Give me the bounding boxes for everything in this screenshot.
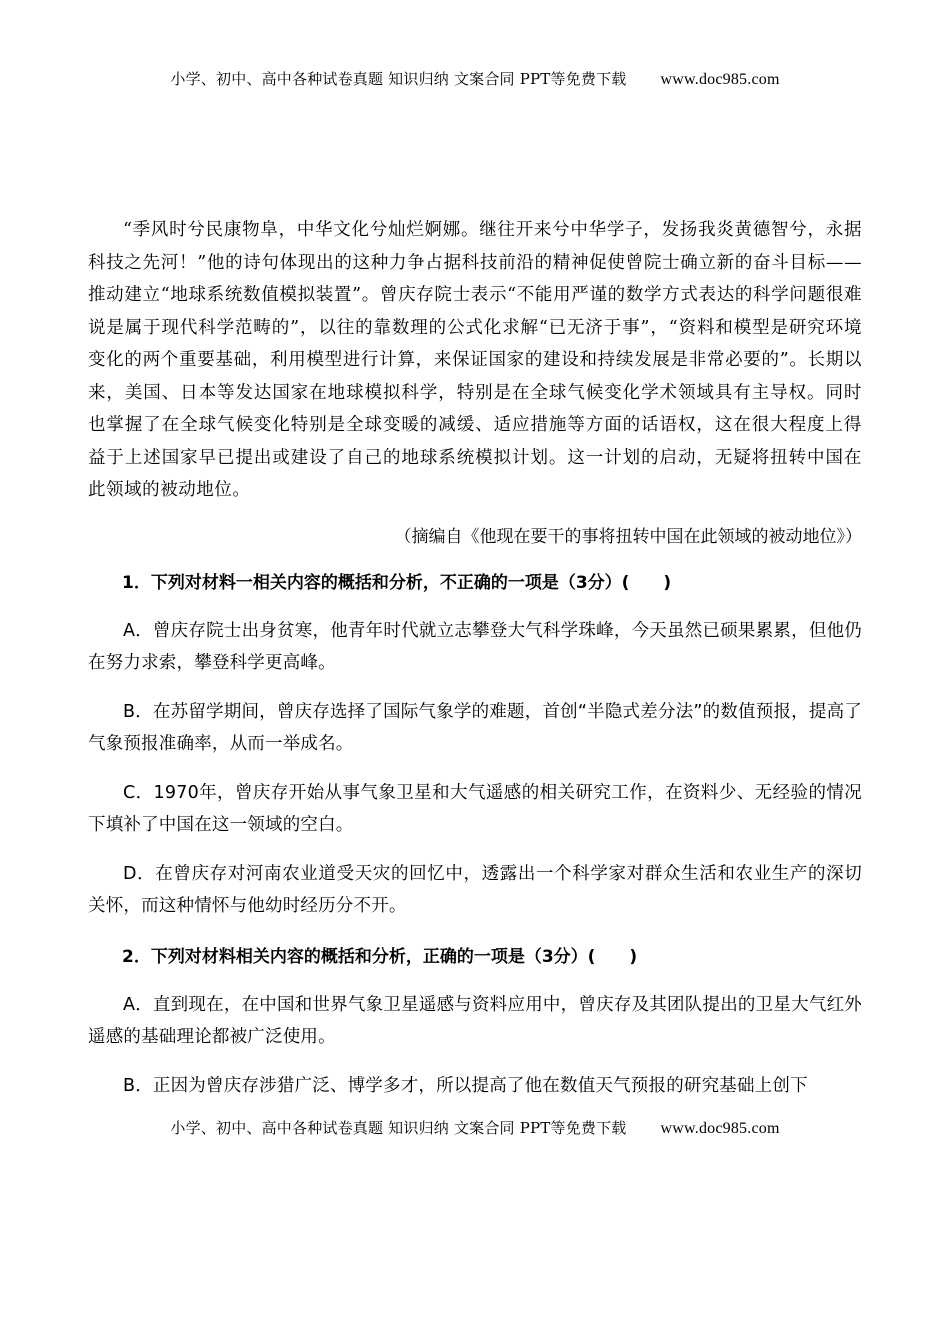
question-1-option-b: B．在苏留学期间，曾庆存选择了国际气象学的难题，首创“半隐式差分法”的数值预报，提高了气象预报准确率，从而一举成名。	[88, 701, 862, 754]
question-1-stem: 1．下列对材料一相关内容的概括和分析，不正确的一项是（3分）( )	[122, 572, 672, 593]
question-2-stem: 2．下列对材料相关内容的概括和分析，正确的一项是（3分）( )	[122, 946, 638, 967]
header-url-link[interactable]: www.doc985.com	[660, 71, 780, 88]
question-2-option-b: B．正因为曾庆存涉猎广泛、博学多才，所以提高了他在数值天气预报的研究基础上创下	[123, 1075, 808, 1096]
question-2-option-a: A．直到现在，在中国和世界气象卫星遥感与资料应用中，曾庆存及其团队提出的卫星大气红外遥感的基础理论都被广泛使用。	[88, 994, 862, 1047]
question-1-option-a: A．曾庆存院士出身贫寒，他青年时代就立志攀登大气科学珠峰，今天虽然已硕果累累，但他仍在努力求索，攀登科学更高峰。	[88, 620, 862, 673]
passage-paragraph: “季风时兮民康物阜，中华文化兮灿烂婀娜。继往开来兮中华学子，发扬我炎黄德智兮，永据科技之先河！”他的诗句体现出的这种力争占据科技前沿的精神促使曾院士确立新的奋斗目标——推动建立“地球系统数值模拟装置”。曾庆存院士表示“不能用严谨的数学方式表达的科学问题很难说是属于现代科学范畴的”，以往的靠数理的公式化求解“已无济于事”，“资料和模型是研究环境变化的两个重要基础，利用模型进行计算，来保证国家的建设和持续发展是非常必要的”。长期以来，美国、日本等发达国家在地球模拟科学，特别是在全球气候变化学术领域具有主导权。同时也掌握了在全球气候变化特别是全球变暖的减缓、适应措施等方面的话语权，这在很大程度上得益于上述国家早已提出或建设了自己的地球系统模拟计划。这一计划的启动，无疑将扭转中国在此领域的被动地位。	[88, 220, 862, 500]
page-footer	[0, 1117, 950, 1138]
page-header	[0, 68, 950, 89]
question-1-option-c: C．1970年，曾庆存开始从事气象卫星和大气遥感的相关研究工作，在资料少、无经验的情况下填补了中国在这一领域的空白。	[88, 782, 862, 835]
passage-source: （摘编自《他现在要干的事将扭转中国在此领域的被动地位》）	[394, 526, 862, 547]
footer-text: 小学、初中、高中各种试卷真题 知识归纳 文案合同 PPT等免费下载	[170, 1119, 627, 1137]
footer-url-link[interactable]: www.doc985.com	[660, 1120, 780, 1137]
header-text: 小学、初中、高中各种试卷真题 知识归纳 文案合同 PPT等免费下载	[170, 70, 627, 88]
question-1-option-d: D．在曾庆存对河南农业道受天灾的回忆中，透露出一个科学家对群众生活和农业生产的深切关怀，而这种情怀与他幼时经历分不开。	[88, 863, 862, 916]
document-body	[88, 214, 862, 1102]
